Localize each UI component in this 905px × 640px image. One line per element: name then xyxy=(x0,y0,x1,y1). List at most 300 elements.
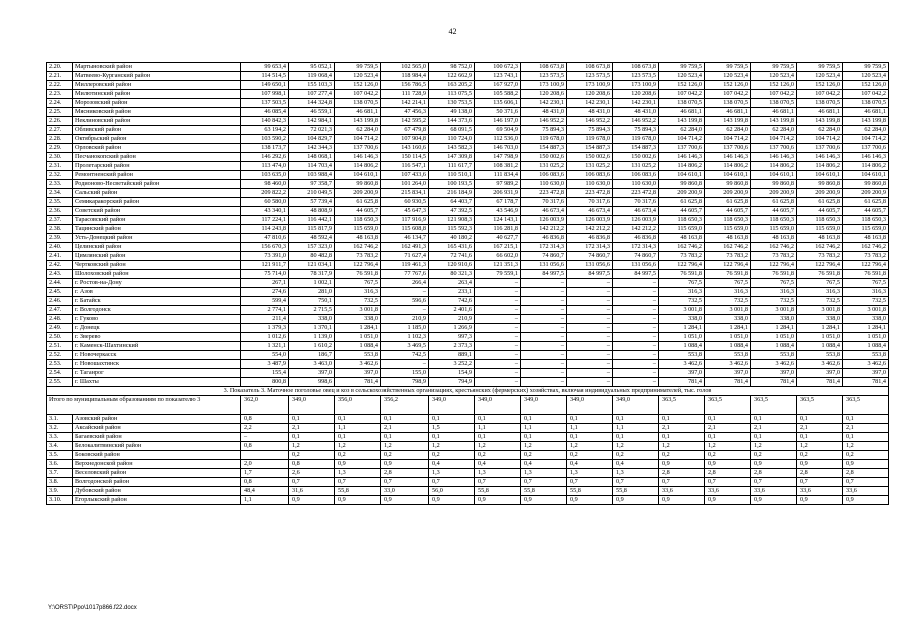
value-cell: 0,1 xyxy=(335,433,381,442)
table-row xyxy=(47,270,889,279)
value-cell: 154 887,3 xyxy=(521,144,567,153)
value-cell: 60 580,0 xyxy=(241,198,289,207)
value-cell: 137 700,6 xyxy=(335,144,381,153)
value-cell: 104 610,1 xyxy=(797,171,843,180)
value-cell: – xyxy=(521,288,567,297)
value-cell: 338,0 xyxy=(797,315,843,324)
value-cell: 123 743,1 xyxy=(475,72,521,81)
value-cell: 0,1 xyxy=(751,415,797,424)
value-cell: 104 829,7 xyxy=(289,135,335,144)
value-cell: 69 504,9 xyxy=(475,126,521,135)
row-name: Ремонтненский район xyxy=(73,171,241,180)
value-cell: 130 753,5 xyxy=(429,99,475,108)
value-cell: – xyxy=(475,288,521,297)
value-cell: – xyxy=(567,333,613,342)
value-cell: 338,0 xyxy=(705,315,751,324)
table-row xyxy=(47,99,889,108)
value-cell: 0,7 xyxy=(289,478,335,487)
value-cell: 148 068,1 xyxy=(289,153,335,162)
value-cell: 889,1 xyxy=(429,351,475,360)
value-cell: 76 591,8 xyxy=(335,270,381,279)
table-row xyxy=(47,72,889,81)
value-cell: 62 284,0 xyxy=(335,126,381,135)
value-cell: 46 673,4 xyxy=(521,207,567,216)
value-cell: – xyxy=(613,279,659,288)
value-cell: – xyxy=(241,433,289,442)
value-cell: 99 860,8 xyxy=(705,180,751,189)
value-cell: 63 194,2 xyxy=(241,126,289,135)
value-cell: 46 134,7 xyxy=(381,234,429,243)
value-cell: 0,1 xyxy=(797,433,843,442)
value-cell: 48 592,4 xyxy=(289,234,335,243)
value-cell: 146 146,3 xyxy=(705,153,751,162)
value-cell: – xyxy=(613,360,659,369)
value-cell: 97 358,7 xyxy=(289,180,335,189)
value-cell: 152 126,0 xyxy=(705,81,751,90)
value-cell: 143 199,8 xyxy=(751,117,797,126)
row-index: 2.20. xyxy=(47,63,73,72)
value-cell: 0,9 xyxy=(751,496,797,505)
value-cell: 3 469,5 xyxy=(381,342,429,351)
value-cell: 114 806,2 xyxy=(751,162,797,171)
table-row xyxy=(47,207,889,216)
table-row xyxy=(47,351,889,360)
value-cell: 553,8 xyxy=(797,351,843,360)
value-cell: 113 075,5 xyxy=(429,90,475,99)
row-index: 2.49. xyxy=(47,324,73,333)
value-cell: 123 573,5 xyxy=(521,72,567,81)
table-row xyxy=(47,153,889,162)
value-cell: 794,9 xyxy=(429,378,475,387)
value-cell: 131 025,2 xyxy=(613,162,659,171)
value-cell: 0,2 xyxy=(797,451,843,460)
value-cell: 48 808,9 xyxy=(289,207,335,216)
row-name: Мартыновский район xyxy=(73,63,241,72)
value-cell: 138 070,5 xyxy=(335,99,381,108)
value-cell: 142 214,1 xyxy=(381,99,429,108)
value-cell: 152 126,0 xyxy=(843,81,889,90)
value-cell: 316,3 xyxy=(335,288,381,297)
value-cell: 48 163,8 xyxy=(843,234,889,243)
value-cell: 55,8 xyxy=(521,487,567,496)
value-cell: 76 591,8 xyxy=(797,270,843,279)
value-cell: 1 088,4 xyxy=(797,342,843,351)
value-cell: 84 997,5 xyxy=(567,270,613,279)
value-cell: 1 284,1 xyxy=(797,324,843,333)
table-row xyxy=(47,189,889,198)
value-cell: 155,0 xyxy=(381,369,429,378)
value-cell: 167 215,1 xyxy=(475,243,521,252)
value-cell: 397,0 xyxy=(659,369,705,378)
value-cell: 76 591,8 xyxy=(659,270,705,279)
value-cell: 72 741,6 xyxy=(429,252,475,261)
value-cell: 104 714,2 xyxy=(843,135,889,144)
value-cell: 61 625,8 xyxy=(843,198,889,207)
row-index: 2.38. xyxy=(47,225,73,234)
value-cell: 0,4 xyxy=(567,460,613,469)
value-cell: 316,3 xyxy=(659,288,705,297)
value-cell: 142 230,1 xyxy=(521,99,567,108)
value-cell: 1 051,0 xyxy=(659,333,705,342)
value-cell: 122 796,4 xyxy=(659,261,705,270)
value-cell: 0,1 xyxy=(751,433,797,442)
value-cell: 48,4 xyxy=(241,487,289,496)
value-cell: – xyxy=(613,342,659,351)
value-cell: 120 208,6 xyxy=(567,90,613,99)
value-cell: 3 462,6 xyxy=(797,360,843,369)
value-cell: 122 796,4 xyxy=(843,261,889,270)
value-cell: – xyxy=(475,378,521,387)
value-cell: 553,8 xyxy=(335,351,381,360)
value-cell: 115 659,0 xyxy=(797,225,843,234)
value-cell: 0,1 xyxy=(475,415,521,424)
value-cell: 131 056,6 xyxy=(567,261,613,270)
value-cell: 209 200,9 xyxy=(843,189,889,198)
value-cell: 73 783,2 xyxy=(843,252,889,261)
value-cell: 1 088,4 xyxy=(751,342,797,351)
value-cell: 0,4 xyxy=(429,460,475,469)
value-cell: 210,9 xyxy=(381,315,429,324)
value-cell: 33,6 xyxy=(659,487,705,496)
value-cell: 2,8 xyxy=(797,469,843,478)
value-cell: 1,2 xyxy=(381,442,429,451)
row-name: Милютинский район xyxy=(73,90,241,99)
row-index: 3.8. xyxy=(47,478,73,487)
row-index: 2.40. xyxy=(47,243,73,252)
value-cell: 2 774,1 xyxy=(241,306,289,315)
value-cell: 0,2 xyxy=(475,451,521,460)
value-cell: 80 321,3 xyxy=(429,270,475,279)
value-cell: 119 678,0 xyxy=(521,135,567,144)
value-cell: 1,7 xyxy=(241,469,289,478)
row-index: 2.33. xyxy=(47,180,73,189)
value-cell: 162 491,3 xyxy=(381,243,429,252)
value-cell: 1 102,3 xyxy=(381,333,429,342)
value-cell: 1 051,0 xyxy=(843,333,889,342)
value-cell: 146 703,0 xyxy=(475,144,521,153)
table-row xyxy=(47,360,889,369)
value-cell: 76 591,8 xyxy=(751,270,797,279)
value-cell: 106 083,6 xyxy=(613,171,659,180)
value-cell: 48 431,0 xyxy=(521,108,567,117)
value-cell: 3 001,8 xyxy=(751,306,797,315)
value-cell: 120 523,4 xyxy=(843,72,889,81)
value-cell: 1 051,0 xyxy=(751,333,797,342)
value-cell: 120 523,4 xyxy=(335,72,381,81)
value-cell: – xyxy=(567,324,613,333)
table-row xyxy=(47,478,889,487)
value-cell: 1,1 xyxy=(567,424,613,433)
value-cell: 110 630,0 xyxy=(567,180,613,189)
value-cell: 100 672,3 xyxy=(475,63,521,72)
value-cell: 143 199,8 xyxy=(335,117,381,126)
row-index: 2.37. xyxy=(47,216,73,225)
value-cell: 73 783,2 xyxy=(751,252,797,261)
value-cell: 44 605,7 xyxy=(335,207,381,216)
value-cell: 0,1 xyxy=(521,415,567,424)
value-cell: 397,0 xyxy=(705,369,751,378)
value-cell: 138 070,5 xyxy=(659,99,705,108)
row-index: 2.44. xyxy=(47,279,73,288)
value-cell: 137 700,6 xyxy=(797,144,843,153)
value-cell: 767,5 xyxy=(751,279,797,288)
value-cell: 48 163,8 xyxy=(335,234,381,243)
table-row xyxy=(47,171,889,180)
value-cell: 0,8 xyxy=(241,478,289,487)
value-cell: 126 003,9 xyxy=(613,216,659,225)
value-cell: 98 752,0 xyxy=(429,63,475,72)
value-cell: 142 212,2 xyxy=(521,225,567,234)
table-row xyxy=(47,297,889,306)
row-index: 2.51. xyxy=(47,342,73,351)
row-name: г. Донецк xyxy=(73,324,241,333)
value-cell: 104 714,2 xyxy=(659,135,705,144)
value-cell: 143 199,8 xyxy=(705,117,751,126)
value-cell: 55,8 xyxy=(613,487,659,496)
value-cell: 0,1 xyxy=(335,415,381,424)
value-cell: 3 462,6 xyxy=(659,360,705,369)
value-cell: – xyxy=(521,315,567,324)
value-cell: 115 592,3 xyxy=(429,225,475,234)
row-name: Неклиновский район xyxy=(73,117,241,126)
value-cell: 104 714,2 xyxy=(335,135,381,144)
value-cell: – xyxy=(613,324,659,333)
value-cell: 1,3 xyxy=(335,469,381,478)
row-name: Сальский район xyxy=(73,189,241,198)
value-cell: 146 146,3 xyxy=(659,153,705,162)
value-cell: 144 373,6 xyxy=(429,117,475,126)
value-cell: 99 860,8 xyxy=(751,180,797,189)
value-cell: 46 836,8 xyxy=(521,234,567,243)
value-cell: 0,1 xyxy=(705,433,751,442)
value-cell: 0,4 xyxy=(613,460,659,469)
value-cell: 62 284,0 xyxy=(843,126,889,135)
value-cell: 0,4 xyxy=(475,460,521,469)
value-cell: 114 243,8 xyxy=(241,225,289,234)
value-cell: 0,9 xyxy=(843,460,889,469)
row-index: 3.2. xyxy=(47,424,73,433)
value-cell: 1,2 xyxy=(797,442,843,451)
row-name: г. Ростов-на-Дону xyxy=(73,279,241,288)
value-cell: 0,1 xyxy=(381,415,429,424)
value-cell: 101 264,0 xyxy=(381,180,429,189)
table-row xyxy=(47,252,889,261)
value-cell: 0,1 xyxy=(289,433,335,442)
value-cell: – xyxy=(613,351,659,360)
value-cell: 99 860,8 xyxy=(797,180,843,189)
row-index: 2.54. xyxy=(47,369,73,378)
value-cell: 0,8 xyxy=(289,460,335,469)
value-cell: 146 146,3 xyxy=(751,153,797,162)
value-cell: 115 659,0 xyxy=(751,225,797,234)
row-index: 2.36. xyxy=(47,207,73,216)
value-cell: 1 088,4 xyxy=(659,342,705,351)
value-cell: 45 647,3 xyxy=(381,207,429,216)
value-cell: 114 703,4 xyxy=(289,162,335,171)
value-cell: 143 160,6 xyxy=(381,144,429,153)
value-cell: 107 042,2 xyxy=(797,90,843,99)
value-cell: 50 371,6 xyxy=(475,108,521,117)
value-cell: 397,0 xyxy=(797,369,843,378)
value-cell: 99 759,5 xyxy=(843,63,889,72)
value-cell: 338,0 xyxy=(289,315,335,324)
value-cell: 146 146,3 xyxy=(843,153,889,162)
value-cell: 61 625,8 xyxy=(751,198,797,207)
value-cell: 137 700,6 xyxy=(659,144,705,153)
value-cell: 55,8 xyxy=(567,487,613,496)
value-cell: 114 806,2 xyxy=(843,162,889,171)
value-cell: 99 860,8 xyxy=(335,180,381,189)
value-cell: 131 025,2 xyxy=(567,162,613,171)
data-table xyxy=(46,62,889,505)
row-index: 2.34. xyxy=(47,189,73,198)
value-cell: 0,1 xyxy=(613,415,659,424)
value-cell: 61 625,8 xyxy=(797,198,843,207)
value-cell: – xyxy=(475,360,521,369)
value-cell: 115 659,0 xyxy=(705,225,751,234)
value-cell: 215 834,1 xyxy=(381,189,429,198)
value-cell: 0,9 xyxy=(289,496,335,505)
value-cell: 0,8 xyxy=(241,442,289,451)
value-cell: 2 401,6 xyxy=(429,306,475,315)
value-cell: 108 673,8 xyxy=(521,63,567,72)
value-cell: 316,3 xyxy=(705,288,751,297)
total-row xyxy=(47,396,889,415)
value-cell: 146 146,3 xyxy=(797,153,843,162)
value-cell: 147 798,9 xyxy=(475,153,521,162)
value-cell: 781,4 xyxy=(751,378,797,387)
value-cell: 99 759,5 xyxy=(659,63,705,72)
value-cell: 131 025,2 xyxy=(521,162,567,171)
row-name: Белокалитвинский район xyxy=(73,442,241,451)
value-cell: 120 208,6 xyxy=(613,90,659,99)
row-index: 2.31. xyxy=(47,162,73,171)
value-cell: 61 625,8 xyxy=(335,198,381,207)
page-number: 42 xyxy=(448,27,457,36)
value-cell: 162 746,2 xyxy=(335,243,381,252)
value-cell: – xyxy=(475,351,521,360)
value-cell: 115 659,0 xyxy=(843,225,889,234)
value-cell: – xyxy=(475,306,521,315)
value-cell: 2,1 xyxy=(751,424,797,433)
value-cell: 0,7 xyxy=(521,478,567,487)
value-cell: 0,1 xyxy=(381,433,429,442)
value-cell: 2,8 xyxy=(843,469,889,478)
value-cell: 33,6 xyxy=(751,487,797,496)
value-cell: 104 610,1 xyxy=(659,171,705,180)
value-cell: – xyxy=(567,279,613,288)
value-cell: 142 230,1 xyxy=(567,99,613,108)
row-index: 2.42. xyxy=(47,261,73,270)
value-cell: 122 796,4 xyxy=(797,261,843,270)
value-cell: 2,1 xyxy=(843,424,889,433)
value-cell: 0,4 xyxy=(521,460,567,469)
value-cell: 3 001,8 xyxy=(843,306,889,315)
row-name: Чертковский район xyxy=(73,261,241,270)
row-name: Морозовский район xyxy=(73,99,241,108)
value-cell: 95 052,1 xyxy=(289,63,335,72)
value-cell: 216 184,9 xyxy=(429,189,475,198)
table-row xyxy=(47,315,889,324)
value-cell: – xyxy=(567,288,613,297)
value-cell: – xyxy=(567,306,613,315)
value-cell: 349,0 xyxy=(475,396,521,415)
value-cell: 0,1 xyxy=(843,415,889,424)
value-cell: 0,9 xyxy=(567,496,613,505)
value-cell: 0,9 xyxy=(659,496,705,505)
value-cell: 800,8 xyxy=(241,378,289,387)
value-cell: – xyxy=(521,369,567,378)
table-row xyxy=(47,135,889,144)
value-cell: 103 988,4 xyxy=(289,171,335,180)
table-row xyxy=(47,279,889,288)
value-cell: 3 462,6 xyxy=(705,360,751,369)
value-cell: 2,8 xyxy=(381,469,429,478)
value-cell: 157 323,0 xyxy=(289,243,335,252)
value-cell: 106 083,6 xyxy=(521,171,567,180)
value-cell: 0,9 xyxy=(705,496,751,505)
row-name: Аксайский район xyxy=(73,424,241,433)
value-cell: 62 284,0 xyxy=(797,126,843,135)
value-cell: 104 610,1 xyxy=(705,171,751,180)
value-cell: 732,5 xyxy=(705,297,751,306)
row-index: 2.53. xyxy=(47,360,73,369)
value-cell: 2,8 xyxy=(751,469,797,478)
value-cell: 732,5 xyxy=(659,297,705,306)
row-name: Родионово-Несветайский район xyxy=(73,180,241,189)
value-cell: 152 126,0 xyxy=(335,81,381,90)
value-cell: 0,2 xyxy=(751,451,797,460)
value-cell: 122 796,4 xyxy=(705,261,751,270)
row-name: Орловский район xyxy=(73,144,241,153)
value-cell: 3 462,6 xyxy=(751,360,797,369)
value-cell: 104 714,2 xyxy=(705,135,751,144)
value-cell: 162 746,2 xyxy=(705,243,751,252)
value-cell: 146 146,3 xyxy=(335,153,381,162)
value-cell: 1 321,1 xyxy=(241,342,289,351)
value-cell: 274,6 xyxy=(241,288,289,297)
value-cell: 56,0 xyxy=(429,487,475,496)
value-cell: 146 952,2 xyxy=(521,117,567,126)
value-cell: 66 602,0 xyxy=(475,252,521,261)
value-cell: 767,5 xyxy=(705,279,751,288)
value-cell: – xyxy=(381,360,429,369)
value-cell: 397,0 xyxy=(335,369,381,378)
value-cell: 46 681,1 xyxy=(797,108,843,117)
value-cell: 2,6 xyxy=(289,469,335,478)
value-cell: 1 284,1 xyxy=(751,324,797,333)
value-cell: 167 927,0 xyxy=(475,81,521,90)
value-cell: 767,5 xyxy=(659,279,705,288)
value-cell: 1,3 xyxy=(475,469,521,478)
value-cell: 110 724,0 xyxy=(429,135,475,144)
value-cell: 742,5 xyxy=(381,351,429,360)
value-cell: 152 126,0 xyxy=(659,81,705,90)
value-cell: 0,9 xyxy=(751,460,797,469)
value-cell: 209 822,2 xyxy=(241,189,289,198)
value-cell: 2,1 xyxy=(289,424,335,433)
value-cell: 1 185,0 xyxy=(381,324,429,333)
value-cell: 0,7 xyxy=(751,478,797,487)
value-cell: 43 546,9 xyxy=(475,207,521,216)
row-name: Семикаракорский район xyxy=(73,198,241,207)
value-cell: 106 083,6 xyxy=(567,171,613,180)
value-cell: 1 379,3 xyxy=(241,324,289,333)
value-cell: 0,7 xyxy=(381,478,429,487)
value-cell xyxy=(241,451,289,460)
value-cell: 143 199,8 xyxy=(843,117,889,126)
value-cell: 75 714,0 xyxy=(241,270,289,279)
